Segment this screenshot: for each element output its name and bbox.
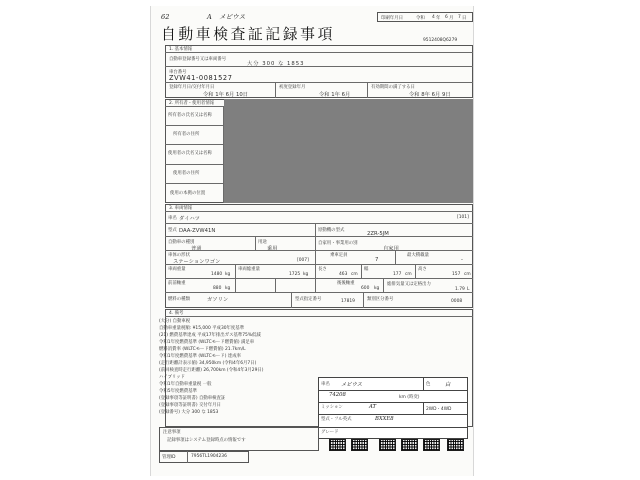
- type-number-value: 17819: [341, 299, 355, 304]
- remarks-line: ハイブリッド: [159, 375, 185, 380]
- width-unit: cm: [405, 272, 412, 277]
- front-axle-value: 880: [213, 286, 222, 291]
- remarks-line: (前回検査時走行距離) 26,700km (令和4年3月29日): [159, 368, 264, 373]
- width-value: 177: [393, 272, 402, 277]
- maker-value: ダイハツ: [179, 216, 200, 222]
- height-unit: cm: [464, 272, 471, 277]
- expiry-value: 令和 8年 6月 9日: [409, 92, 451, 98]
- first-year-value: 令和 1年 6月: [319, 92, 351, 98]
- qr-code-4: [401, 439, 418, 451]
- owner-name-label: 所有者の氏名又は名称: [168, 113, 212, 118]
- user-address-label: 使用者の住所: [173, 171, 200, 176]
- first-year-label: 初度登録年月: [279, 85, 306, 90]
- handwritten-sticker: [318, 377, 468, 439]
- inspection-certificate-page: [150, 6, 474, 476]
- sticker-color-value: 白: [445, 382, 451, 388]
- remarks-line: 自動車重量税額: ¥15,000 平成30年度基準: [159, 326, 245, 331]
- sticker-km-value: 74208: [329, 392, 346, 398]
- document-title: 自動車検査証記録事項: [161, 26, 335, 43]
- rear-axle-label: 後後軸重: [337, 281, 355, 286]
- length-unit: cm: [351, 272, 358, 277]
- remarks-line: (登録番号) 大分 300 な 1853: [159, 410, 219, 415]
- max-load-value: -: [461, 257, 463, 263]
- chassis-label: 車台番号: [169, 70, 187, 75]
- fuel-label: 燃料の種類: [168, 297, 190, 302]
- gross-value: 1725: [289, 272, 301, 277]
- class-number-label: 類別区分番号: [367, 297, 394, 302]
- remarks-line: (大分) 自動車税: [159, 319, 191, 324]
- class-number-value: 0008: [451, 299, 463, 304]
- displacement-unit: L: [467, 287, 470, 292]
- model-label: 型式: [168, 228, 177, 233]
- maker-code: [101]: [457, 215, 469, 220]
- capacity-value: 7: [375, 257, 379, 263]
- sticker-model-label: 型式・フル英式: [321, 417, 352, 422]
- sticker-color-label: 色: [426, 382, 431, 387]
- first-reg-value: 令和 1年 6月 10日: [203, 92, 249, 98]
- notes-label: 注意事項: [163, 430, 181, 435]
- width-label: 幅: [364, 267, 369, 272]
- length-value: 463: [339, 272, 348, 277]
- owner-address-label: 所有者の住所: [173, 132, 200, 137]
- sticker-name-value: メビウス: [341, 382, 363, 388]
- remarks-line: 令和5年度燃費基準: [159, 389, 197, 394]
- reg-number-label: 自動車登録番号又は車両番号: [169, 57, 227, 62]
- remarks-line: 令和1年度燃費基準 (WLTCモード燃費値) 満足車: [159, 340, 255, 345]
- body-code: [007]: [297, 258, 309, 263]
- remarks-line: (走行距離計表示値) 34,950km (令和4年6月7日): [159, 361, 257, 366]
- user-name-label: 使用者の氏名又は名称: [168, 151, 212, 156]
- engine-label: 原動機の型式: [318, 228, 345, 233]
- handwritten-letter: A: [207, 13, 212, 21]
- issue-date-era: 令和: [416, 16, 425, 21]
- gross-unit: kg: [303, 272, 309, 277]
- gross-label: 車両総重量: [238, 267, 260, 272]
- remarks-line: (21) 燃費基準達成 平成17年排出ガス基準75%低減: [159, 333, 261, 338]
- vehicle-section-title: 3. 車両情報: [169, 206, 193, 211]
- sticker-name-label: 車名: [321, 382, 330, 387]
- qr-code-3: [379, 439, 396, 451]
- notes-text: 記録事項はシステム登録時点の情報です: [167, 438, 246, 443]
- type-number-label: 型式指定番号: [295, 297, 322, 302]
- height-label: 高さ: [418, 267, 427, 272]
- remarks-line: 燃料消費率 (WLTCモード燃費値) 21.7km/L: [159, 347, 246, 352]
- max-load-label: 最大積載量: [407, 253, 429, 258]
- front-axle-unit: kg: [225, 286, 231, 291]
- issue-date-day: 7: [458, 15, 461, 20]
- chassis-value: ZVW41-0081527: [169, 74, 233, 82]
- issue-date-month: 6: [445, 15, 448, 20]
- kind-value: 普通: [191, 246, 202, 252]
- owner-section-title: 2. 所有者・使用者情報: [169, 101, 215, 106]
- remarks-line: (登録事項等証明書) 自動車検査証: [159, 396, 226, 401]
- height-value: 157: [452, 272, 461, 277]
- fuel-value: ガソリン: [207, 297, 229, 303]
- management-id-label: 管理ID: [162, 455, 176, 460]
- capacity-label: 乗車定員: [330, 253, 348, 258]
- sticker-grade-label: グレード: [321, 430, 339, 435]
- basic-section-title: 1. 基本情報: [169, 47, 193, 52]
- kind-label: 自動車の種別: [168, 240, 195, 245]
- remarks-section-title: 4. 備考: [169, 311, 184, 316]
- remarks-line: 令和1年自動車重量税 一般: [159, 382, 212, 387]
- length-label: 長さ: [318, 267, 327, 272]
- weight-label: 車両重量: [168, 267, 186, 272]
- qr-code-2: [351, 439, 368, 451]
- qr-code-1: [329, 439, 346, 451]
- base-location-label: 使用の本拠の位置: [170, 191, 206, 196]
- rear-axle-unit: kg: [374, 286, 380, 291]
- private-label: 自家用・事業用の別: [318, 241, 358, 246]
- weight-value: 1480: [211, 272, 223, 277]
- management-id-value: 7956TL1904236: [191, 454, 227, 459]
- body-value: ステーションワゴン: [173, 259, 221, 265]
- sticker-km-label: km (時変): [399, 395, 420, 400]
- qr-code-5: [423, 439, 440, 451]
- private-value: 自家用: [383, 246, 399, 252]
- front-axle-label: 前前軸重: [168, 281, 186, 286]
- handwritten-number: 62: [161, 13, 170, 21]
- rear-axle-value: 600: [361, 286, 370, 291]
- issue-date-box: 印刷年月日 令和 4 年 6 月 7 日: [377, 12, 473, 22]
- use-value: 乗用: [267, 246, 278, 252]
- sticker-mission-value: AT: [369, 404, 377, 410]
- weight-unit: kg: [225, 272, 231, 277]
- owner-redaction: [224, 99, 473, 203]
- handwritten-car-name: メビウス: [219, 13, 246, 21]
- reg-number-value: 大分 300 な 1853: [247, 61, 305, 67]
- document-number: 9512408Q6279: [423, 38, 458, 43]
- qr-code-6: [447, 439, 464, 451]
- sticker-mission-label: ミッション: [321, 405, 343, 410]
- displacement-value: 1.79: [455, 287, 465, 292]
- expiry-label: 有効期間の満了する日: [371, 85, 415, 90]
- use-label: 用途: [258, 240, 267, 245]
- sticker-model-value: BXXE8: [375, 416, 394, 422]
- remarks-line: (登録事項等証明書) 交付年月日: [159, 403, 221, 408]
- sticker-drive-label: 2WD・4WD: [426, 407, 452, 412]
- body-label: 車体の形状: [168, 253, 190, 258]
- engine-value: 2ZR-5JM: [367, 231, 389, 237]
- issue-date-year: 4: [432, 15, 435, 20]
- remarks-line: 令和1年度燃費基準 (WLTCモード) 達成率: [159, 354, 241, 359]
- model-value: DAA-ZVW41N: [179, 228, 216, 234]
- displacement-label: 総排気量又は定格出力: [387, 282, 431, 287]
- maker-label: 車名: [168, 216, 177, 221]
- first-reg-label: 登録年月日/交付年月日: [169, 85, 215, 90]
- issue-date-label: 印刷年月日: [381, 16, 403, 21]
